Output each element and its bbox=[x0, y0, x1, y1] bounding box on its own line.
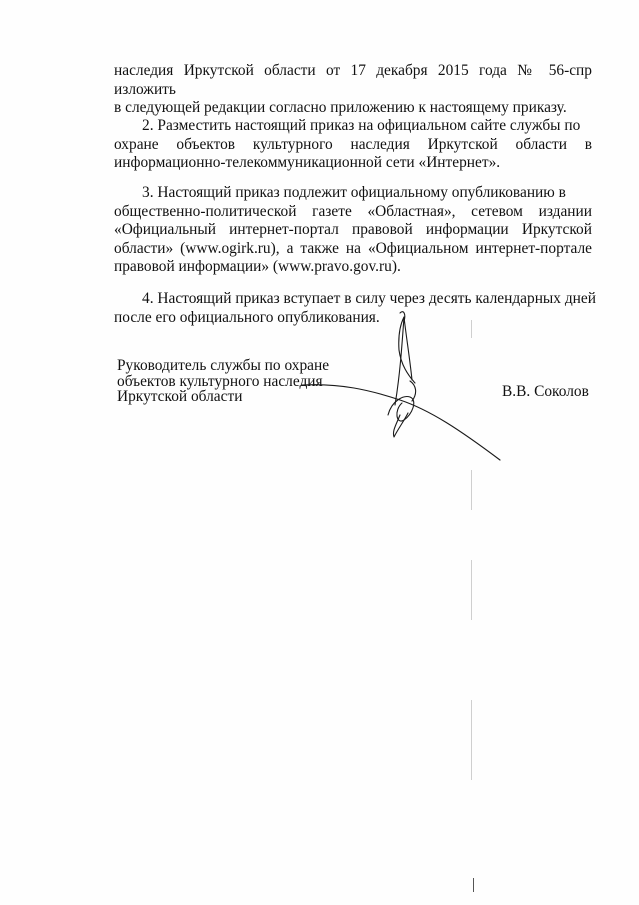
signer-name: В.В. Соколов bbox=[502, 383, 589, 400]
paragraph-line: после его официального опубликования. bbox=[114, 308, 380, 326]
paragraph-line: 3. Настоящий приказ подлежит официальному опубликованию в bbox=[142, 184, 566, 201]
signatory-position bbox=[117, 358, 329, 405]
paragraph-3 bbox=[114, 184, 592, 277]
position-line: Руководитель службы по охране bbox=[117, 357, 330, 374]
scan-artifact bbox=[471, 470, 472, 510]
paragraph-line: «Официальный интернет-портал правовой информации Иркутской bbox=[114, 221, 592, 238]
paragraph-2 bbox=[114, 117, 592, 173]
scan-artifact bbox=[471, 320, 472, 338]
paragraph-line: в следующей редакции согласно приложению к настоящему приказу. bbox=[114, 99, 567, 116]
position-line: Иркутской области bbox=[117, 388, 243, 405]
paragraph-line: наследия Иркутской области от 17 декабря 2015 года № 56-спр изложить bbox=[114, 62, 592, 98]
scan-artifact bbox=[471, 560, 472, 620]
paragraph-line: 2. Разместить настоящий приказ на официальном сайте службы по bbox=[142, 117, 581, 134]
paragraph-continuation bbox=[114, 62, 592, 118]
position-line: объектов культурного наследия bbox=[117, 372, 323, 390]
paragraph-line: общественно-политической газете «Областная», сетевом издании bbox=[114, 202, 592, 220]
paragraph-line: правовой информации» (www.pravo.gov.ru). bbox=[114, 258, 401, 275]
handwritten-signature bbox=[300, 305, 510, 475]
paragraph-line: охране объектов культурного наследия Иркутской области в bbox=[114, 135, 592, 153]
scan-artifact bbox=[473, 878, 474, 892]
paragraph-line: области» (www.ogirk.ru), а также на «Официальном интернет-портале bbox=[114, 239, 592, 257]
paragraph-line: 4. Настоящий приказ вступает в силу через десять календарных дней bbox=[142, 290, 596, 307]
paragraph-line: информационно-телекоммуникационной сети «Интернет». bbox=[114, 154, 501, 171]
scan-artifact bbox=[471, 700, 472, 780]
